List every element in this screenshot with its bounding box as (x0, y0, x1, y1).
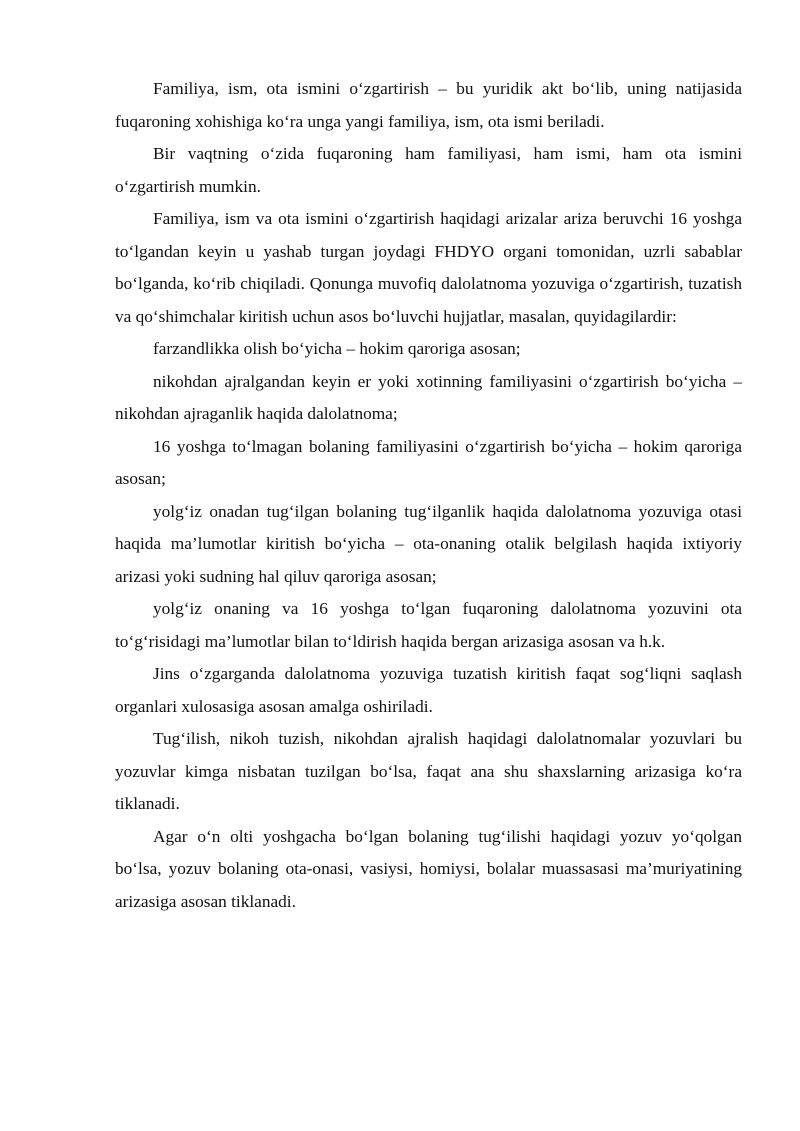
document-body (115, 73, 742, 918)
paragraph: Familiya, ism va ota ismini o‘zgartirish haqidagi arizalar ariza beruvchi 16 yoshga to‘lgandan keyin u yashab turgan joydagi FHDYO organi tomonidan, uzrli sabablar bo‘lganda, ko‘rib chiqiladi. Qonunga muvofiq dalolatnoma yozuviga o‘zgartirish, tuzatish va qo‘shimchalar kiritish uchun asos bo‘luvchi hujjatlar, masalan, quyidagilardir: (115, 209, 742, 326)
paragraph: farzandlikka olish bo‘yicha – hokim qarorig‌a asosan; (153, 339, 521, 358)
paragraph: Jins o‘zgarganda dalolatnoma yozuviga tuzatish kiritish faqat sog‘liqni saqlash organlari xulosasiga asosan amalga oshiriladi. (115, 664, 742, 716)
paragraph: Agar o‘n olti yoshgacha bo‘lgan bolaning tug‘ilishi haqidagi yozuv yo‘qolgan bo‘lsa, yozuv bolaning ota-onasi, vasiysi, homiysi, bolalar muassasasi ma’muriyatining arizasiga asosan tiklanadi. (115, 826, 742, 911)
paragraph: yolg‘iz onaning va 16 yoshga to‘lgan fuqaroning dalolatnoma yozuvini ota to‘g‘risidagi ma’lumotlar bilan to‘ldirish haqida bergan arizasiga asosan va h.k. (115, 599, 742, 651)
paragraph: Tug‘ilish, nikoh tuzish, nikohdan ajralish haqidagi dalolatnomalar yozuvlari bu yozuvlar kimga nisbatan tuzilgan bo‘lsa, faqat ana shu shaxslarning arizasiga ko‘ra tiklanadi. (115, 729, 742, 813)
paragraph: yolg‘iz onadan tug‘ilgan bolaning tug‘ilganlik haqida dalolatnoma yozuviga otasi haqida ma’lumotlar kiritish bo‘yicha – ota-onaning otalik belgilash haqida ixtiyoriy arizasi yoki sudning hal qiluv qaroriga asosan; (115, 501, 742, 586)
paragraph: 16 yoshga to‘lmagan bolaning familiyasini o‘zgartirish bo‘yicha – hokim qaroriga asosan; (115, 436, 742, 488)
paragraph: Familiya, ism, ota ismini o‘zgartirish – bu yuridik akt bo‘lib, uning natijasida fuqaroning xohishiga ko‘ra unga yangi familiya, ism, ota ismi beriladi. (115, 79, 742, 131)
paragraph: Bir vaqtning o‘zida fuqaroning ham familiyasi, ham ismi, ham ota ismini o‘zgartirish mumkin. (115, 144, 742, 196)
paragraph: nikohdan ajralgandan keyin er yoki xotinning familiyasini o‘zgartirish bo‘yicha – nikohdan ajraganlik haqida dalolatnoma; (115, 371, 742, 423)
